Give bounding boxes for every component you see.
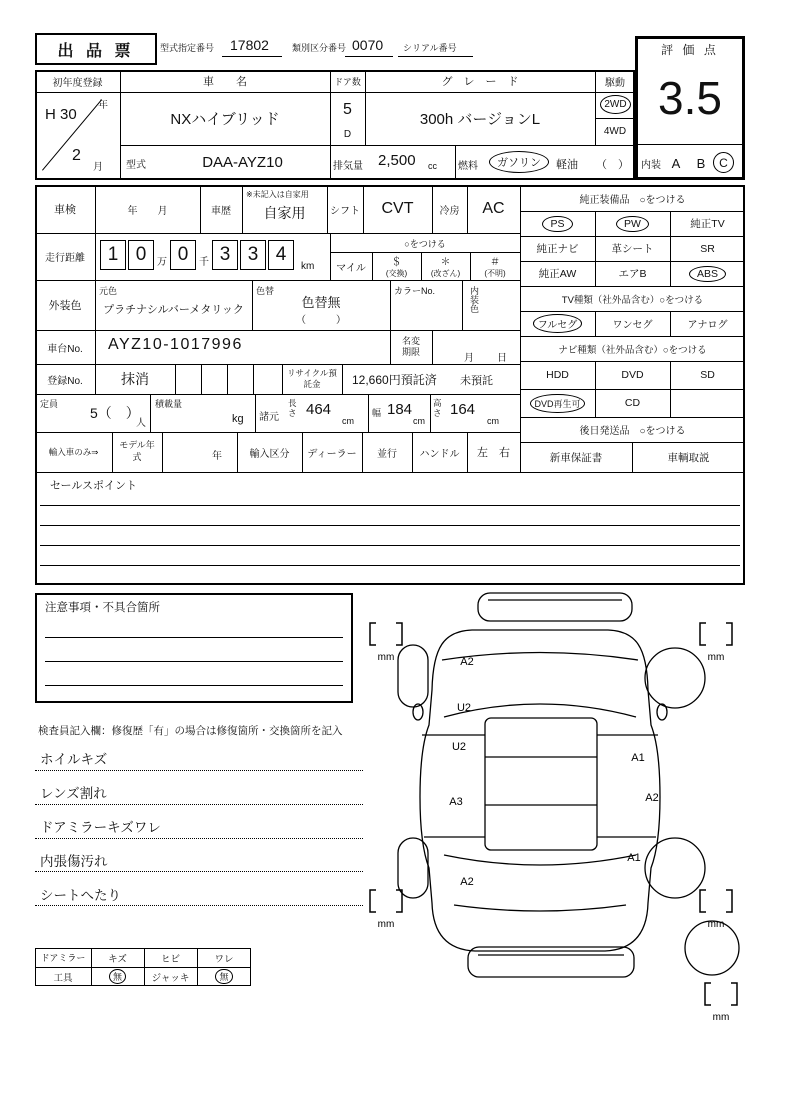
interior-grade-b: B (696, 155, 706, 171)
underline (222, 56, 282, 57)
underline (398, 56, 473, 57)
load-unit: kg (232, 413, 244, 425)
dotted-line (35, 838, 363, 839)
length-label: 長さ (288, 398, 297, 419)
zone-label: A1 (627, 852, 641, 864)
tv-analog: アナログ (687, 320, 728, 331)
navi-hdd: HDD (546, 369, 569, 381)
interior-grade-a: A (671, 155, 681, 171)
model-value: DAA-AYZ10 (202, 154, 283, 171)
inspect-item-trim: 内張傷汚れ (40, 854, 108, 869)
zone-label: A2 (645, 792, 659, 804)
history-value: 自家用 (263, 205, 306, 221)
rear-window-line (444, 855, 636, 865)
tv-fullseg (520, 311, 595, 336)
dotted-line (35, 804, 363, 805)
corner-bracket (700, 623, 732, 645)
grid-line (455, 145, 456, 180)
reg-no-value: 抹消 (121, 371, 149, 387)
mm-label: mm (712, 1012, 730, 1023)
page-title: 出 品 票 (35, 33, 157, 65)
exchange-label: (交換) (385, 269, 408, 278)
mileage-unknown-cell (470, 252, 520, 280)
recycle-value: 12,660円預託済 (352, 373, 437, 387)
import-parallel: 並行 (377, 448, 397, 460)
grid-line (175, 364, 176, 394)
mm-label: mm (707, 652, 725, 663)
vehicle-manual: 車輌取説 (667, 451, 710, 464)
writing-line (40, 565, 740, 566)
equip-aw: 純正AW (538, 268, 577, 280)
exchange-symbol: ＄ (391, 257, 402, 268)
navi-dvd-play (520, 389, 595, 417)
color-change-paren: （ ） (296, 314, 346, 326)
tools-jack: ジャッキ (151, 972, 190, 984)
fuel-gasoline-circled: ガソリン (489, 151, 549, 173)
dotted-line (35, 770, 363, 771)
corner-bracket (705, 983, 737, 1005)
inspect-item-mirror: ドアミラーキズワレ (40, 820, 161, 835)
load-label: 積載量 (155, 399, 183, 409)
zone-label: U2 (451, 741, 467, 753)
navi-sd: SD (700, 369, 715, 381)
recycle-none: 未預託 (460, 375, 493, 387)
inspect-item-seat: シートへたり (40, 888, 121, 903)
grid-line (35, 233, 520, 234)
zone-label: A2 (460, 876, 474, 888)
wheel-front-right (645, 648, 705, 708)
tools-none-1-circled: 無 (109, 969, 126, 984)
wheel-front-left (398, 645, 428, 707)
recycle-label-text: リサイクル預託金 (287, 367, 337, 389)
grid-line (342, 364, 343, 394)
grid-line (150, 394, 151, 432)
mm-label: mm (377, 919, 395, 930)
tools-crack: ヒビ (160, 953, 180, 965)
capacity-label: 定員 (40, 399, 59, 409)
tv-type-title: TV種類（社外品含む）○をつける (561, 294, 704, 306)
displacement-value: 2,500 (378, 152, 416, 169)
writing-line (40, 525, 740, 526)
trunk-line (454, 905, 626, 911)
car-name-label: 車 名 (203, 76, 247, 88)
wheel-rear-right (645, 838, 705, 898)
serial-label: シリアル番号 (403, 43, 457, 53)
history-note: ※未記入は自家用 (246, 190, 309, 199)
shift-value: CVT (381, 200, 414, 217)
handle-label: ハンドル (419, 448, 460, 460)
tools-label: 工具 (53, 972, 73, 984)
doors-d: D (343, 129, 352, 140)
mm-label: mm (707, 919, 725, 930)
ac-value: AC (482, 200, 505, 217)
car-body-outline (420, 630, 660, 951)
model-year-label (112, 432, 162, 472)
equip-abs (670, 261, 745, 286)
inspect-item-lens: レンズ割れ (40, 786, 107, 801)
interior-grade-c-circled: C (713, 152, 734, 173)
dotted-line (35, 871, 363, 872)
width-label: 幅 (372, 408, 382, 418)
height-label: 高さ (433, 398, 442, 419)
corner-bracket (370, 623, 402, 645)
first-reg-month: 2 (72, 147, 81, 164)
grid-line (432, 330, 433, 364)
writing-line (45, 637, 343, 638)
grid-line (430, 394, 431, 432)
capacity-unit: 人 (136, 418, 146, 429)
displacement-label: 排気量 (333, 161, 363, 172)
grid-line (390, 280, 391, 330)
import-dealer: ディーラー (307, 448, 357, 460)
navi-cd: CD (624, 397, 641, 409)
chassis-no-label: 車台No. (47, 343, 83, 355)
mileage-digit-6: 4 (268, 240, 294, 270)
car-name-value: NXハイブリッド (170, 111, 280, 128)
unknown-symbol: ＃ (490, 257, 500, 268)
fuel-diesel: 軽油 (556, 159, 578, 171)
first-reg-era: H 30 (45, 106, 77, 123)
tools-break: ワレ (214, 953, 234, 965)
length-unit: cm (342, 416, 354, 426)
dotted-line (35, 905, 363, 906)
name-change-label (390, 330, 432, 364)
fuel-label: 燃料 (458, 161, 478, 172)
reg-no-label: 登録No. (47, 375, 83, 387)
equip-abs-circled: ABS (689, 266, 726, 282)
writing-line (40, 545, 740, 546)
tools-none-1 (91, 967, 144, 986)
grid-line (201, 364, 202, 394)
equip-navi: 純正ナビ (536, 243, 579, 255)
grid-line (368, 394, 369, 432)
drive-2wd-circled: 2WD (600, 95, 631, 114)
mm-label: mm (377, 652, 395, 663)
interior-color-label: 内装色 (469, 286, 479, 313)
name-change-month: 月 (464, 353, 474, 364)
base-color-value: プラチナシルバーメタリック (103, 304, 244, 316)
doors-label: ドア数 (334, 76, 361, 87)
history-label: 車歴 (211, 205, 231, 217)
zone-label: A1 (631, 752, 645, 764)
drive-4wd: 4WD (603, 126, 627, 137)
zone-label: A3 (449, 796, 463, 808)
first-reg-month-unit: 月 (93, 162, 103, 173)
mileage-digit-5: 3 (240, 240, 266, 270)
equip-pw-circled: PW (616, 216, 649, 232)
name-change-day: 日 (497, 353, 507, 364)
model-code-label: 型式指定番号 (160, 43, 215, 53)
writing-line (45, 661, 343, 662)
color-change-value: 色替無 (301, 294, 341, 310)
tools-door-mirror: ドアミラー (40, 953, 86, 963)
grid-line (35, 330, 520, 331)
equip-ps (520, 211, 595, 236)
equip-ps-circled: PS (542, 216, 572, 232)
grid-line (35, 280, 520, 281)
import-only-label: 輸入車のみ⇒ (48, 447, 99, 457)
corner-bracket (370, 890, 402, 912)
grid-line (227, 364, 228, 394)
front-bumper (478, 593, 632, 621)
equip-sr: SR (700, 242, 715, 255)
import-type-label: 輸入区分 (249, 448, 290, 460)
mileage-digit-3: 0 (170, 240, 196, 270)
cabin-roof (485, 718, 597, 850)
grid-line (253, 364, 254, 394)
warranty-book: 新車保証書 (549, 451, 603, 464)
sales-point-label: セールスポイント (50, 480, 138, 492)
model-label: 型式 (126, 160, 146, 171)
tools-scratch: キズ (108, 953, 127, 965)
grid-line (162, 432, 163, 472)
color-no-label: カラーNo. (394, 286, 436, 296)
zone-label: A2 (460, 656, 474, 668)
navi-type-title: ナビ種類（社外品含む）○をつける (558, 344, 707, 356)
fuel-other-paren: （ ） (596, 159, 629, 171)
unknown-label: (不明) (484, 269, 506, 278)
underline (345, 56, 393, 57)
spec-label: 諸元 (259, 412, 279, 423)
corner-bracket (700, 890, 732, 912)
tv-oneseg: ワンセグ (612, 320, 653, 331)
color-change-label: 色替 (256, 286, 275, 296)
mileage-man-unit: 万 (157, 257, 167, 268)
class-code-value: 0070 (352, 37, 384, 53)
mileage-km-unit: km (301, 261, 315, 272)
zone-label: U2 (456, 702, 472, 714)
exterior-color-label: 外装色 (48, 300, 82, 312)
score-label: 評 価 点 (661, 42, 719, 57)
recycle-label (282, 364, 342, 394)
car-damage-diagram (360, 585, 765, 1045)
first-reg-year-unit: 年 (98, 100, 108, 111)
displacement-unit: cc (428, 161, 437, 171)
chassis-no-value: AYZ10-1017996 (108, 336, 243, 353)
equip-pw (595, 211, 670, 236)
grid-line (35, 472, 745, 473)
navi-dvd: DVD (621, 369, 644, 381)
length-value: 464 (306, 401, 332, 418)
tamper-label: (改ざん) (430, 269, 461, 278)
model-year-unit: 年 (212, 451, 222, 462)
model-year-label-text: モデル年式 (119, 440, 155, 462)
first-reg-label: 初年度登録 (52, 77, 103, 89)
tamper-symbol: ＊ (440, 257, 451, 268)
height-value: 164 (450, 401, 476, 418)
grid-line (638, 144, 742, 145)
grid-line (35, 394, 520, 395)
mileage-circle-note: ○をつける (404, 238, 446, 249)
navi-dvd-play-circled: DVD再生可 (530, 394, 584, 413)
tools-none-2 (197, 967, 251, 986)
score-value: 3.5 (658, 72, 722, 124)
grade-value: 300h バージョンL (419, 111, 541, 128)
grid-line (255, 394, 256, 432)
width-value: 184 (387, 401, 413, 418)
writing-line (45, 685, 343, 686)
windshield-line (444, 704, 636, 717)
equip-tv: 純正TV (690, 218, 725, 230)
interior-grade-label: 内装 (641, 160, 661, 171)
shaken-label: 車検 (54, 204, 76, 216)
writing-line (40, 505, 740, 506)
class-code-label: 類別区分番号 (292, 43, 347, 53)
drive-label: 駆動 (605, 77, 625, 89)
height-unit: cm (487, 416, 499, 426)
mileage-label: 走行距離 (45, 253, 85, 264)
mileage-digit-2: 0 (128, 240, 154, 270)
inspector-note: 検査員記入欄：修復歴「有」の場合は修復箇所・交換箇所を記入 (38, 725, 343, 737)
tools-none-2-circled: 無 (215, 969, 232, 984)
base-color-label: 元色 (99, 286, 118, 296)
model-code-value: 17802 (230, 37, 269, 53)
grade-label: グ レ ー ド (441, 76, 519, 88)
shift-label: シフト (330, 205, 360, 217)
mileage-sen-unit: 千 (199, 257, 209, 268)
mileage-exchange-cell (372, 252, 421, 280)
capacity-value: 5（ ） (90, 405, 140, 421)
doors-value: 5 (343, 101, 352, 118)
shaken-value: 年 月 (127, 205, 168, 217)
mileage-digit-4: 3 (212, 240, 238, 270)
width-unit: cm (413, 416, 425, 426)
name-change-label-text: 名変期限 (401, 335, 420, 357)
notes-label: 注意事項・不具合箇所 (45, 602, 160, 614)
equip-leather: 革シート (611, 243, 654, 255)
grid-line (462, 280, 463, 330)
mileage-digit-1: 1 (100, 240, 126, 270)
inspect-item-wheel: ホイルキズ (40, 752, 108, 767)
ac-label: 冷房 (439, 205, 460, 217)
handle-left-right: 左 右 (477, 447, 510, 459)
mileage-tamper-cell (421, 252, 470, 280)
equip-airbag: エアB (618, 268, 647, 280)
tv-fullseg-circled: フルセグ (533, 314, 583, 333)
mileage-mile-cell: マイル (336, 262, 366, 274)
equip-title: 純正装備品 ○をつける (579, 194, 686, 206)
later-shipping-title: 後日発送品 ○をつける (579, 426, 686, 437)
